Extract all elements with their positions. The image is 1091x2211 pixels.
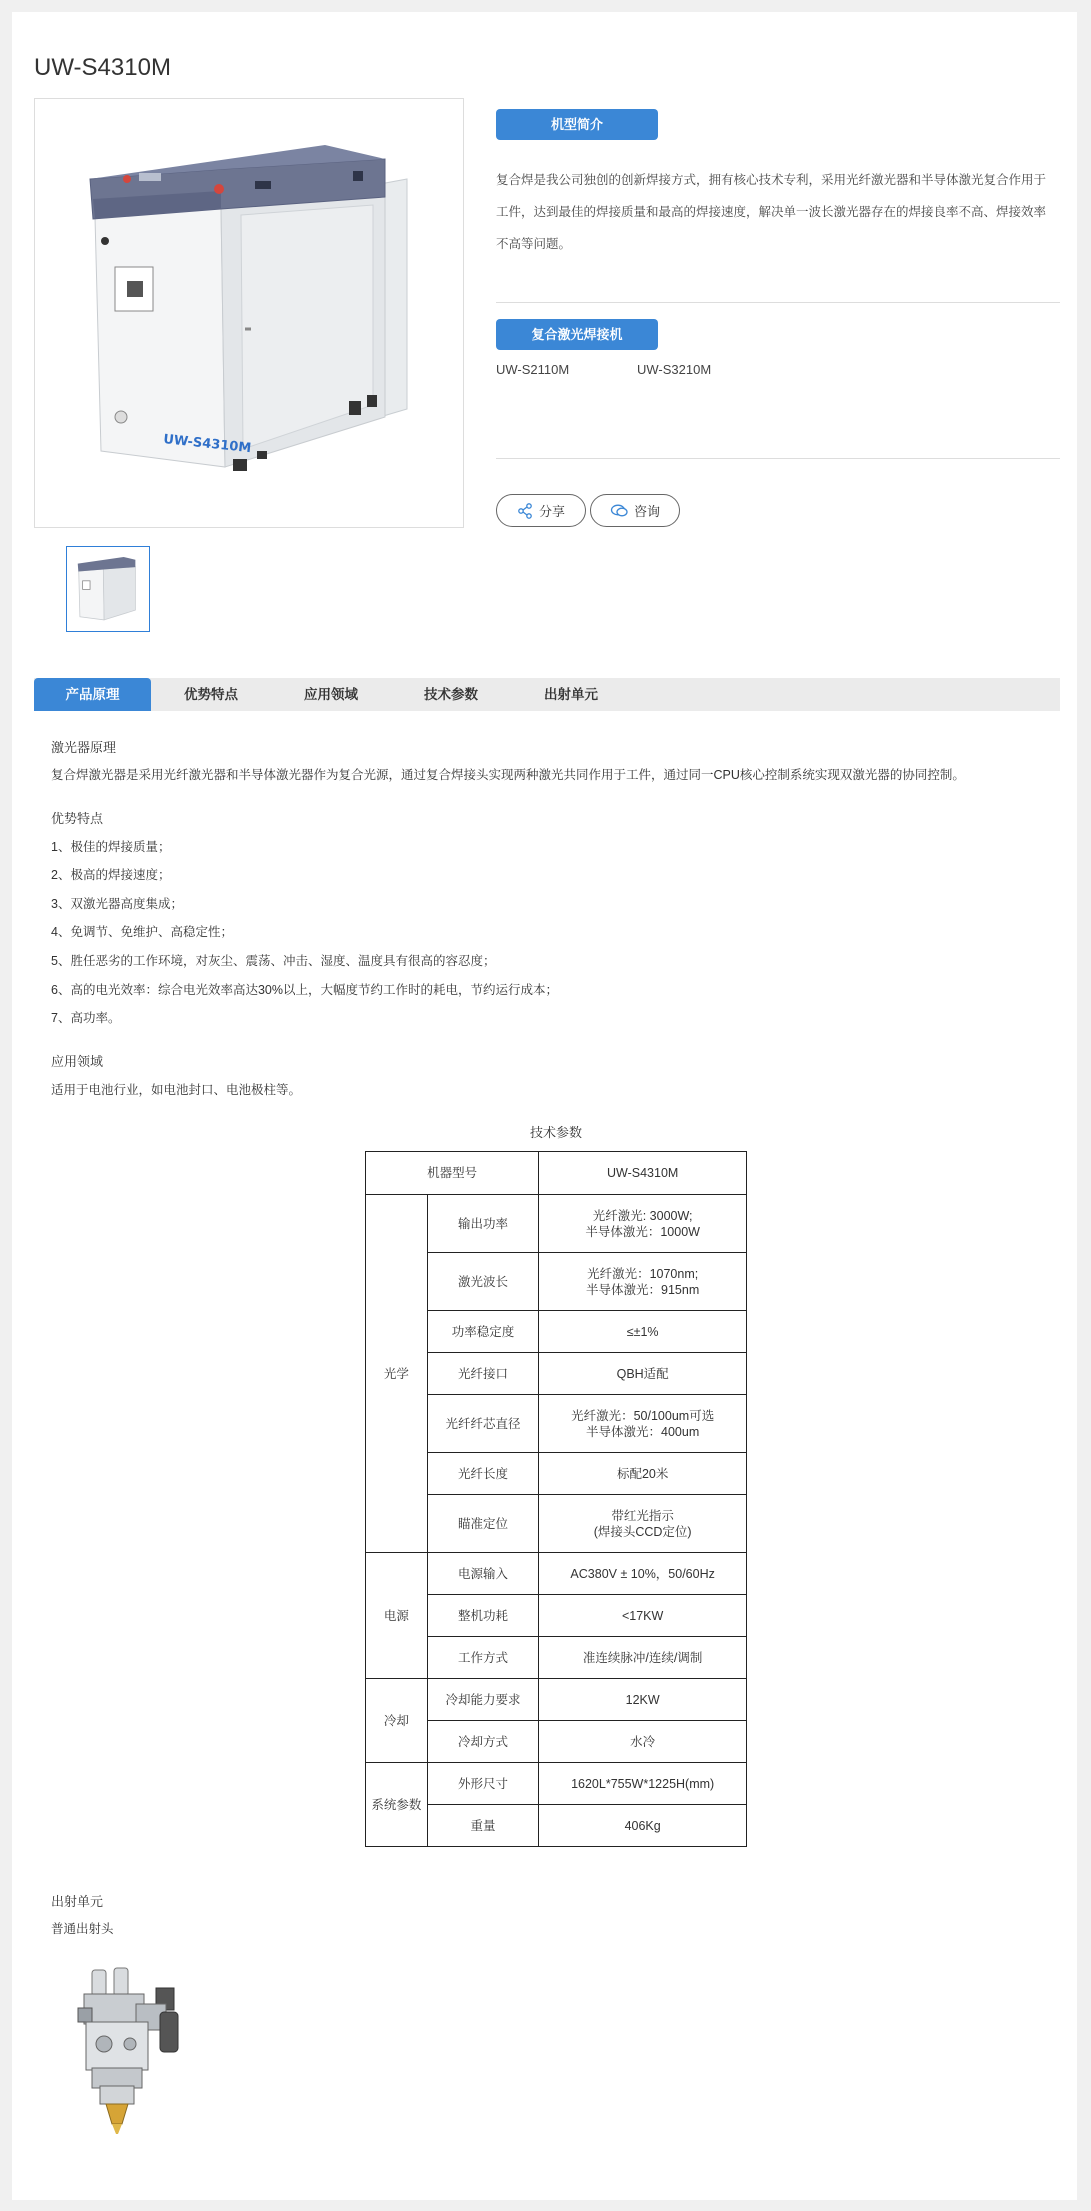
table-row <box>366 1553 747 1595</box>
spec-label: 整机功耗 <box>427 1595 539 1637</box>
tab-advantages[interactable]: 优势特点 <box>184 687 238 702</box>
tab-emission-unit[interactable]: 出射单元 <box>544 687 598 702</box>
spec-label: 激光波长 <box>427 1253 539 1311</box>
related-model-link[interactable]: UW-S3210M <box>637 362 712 377</box>
spec-label: 外形尺寸 <box>427 1763 539 1805</box>
spec-group-name: 电源 <box>366 1553 428 1679</box>
application-text: 适用于电池行业，如电池封口、电池极柱等。 <box>51 1083 302 1097</box>
spec-value: ≤±1% <box>539 1311 747 1353</box>
spec-group-name: 冷却 <box>366 1679 428 1763</box>
tab-principle[interactable]: 产品原理 <box>34 678 151 711</box>
spec-value: AC380V ± 10%，50/60Hz <box>539 1553 747 1595</box>
table-row <box>366 1763 747 1805</box>
principle-heading: 激光器原理 <box>51 740 117 755</box>
spec-value: 光纤激光：50/100um可选 半导体激光：400um <box>539 1395 747 1453</box>
intro-badge: 机型简介 <box>496 109 658 140</box>
spec-value: 1620L*755W*1225H(mm) <box>539 1763 747 1805</box>
spec-label: 光纤纤芯直径 <box>427 1395 539 1453</box>
spec-label: 电源输入 <box>427 1553 539 1595</box>
table-row <box>366 1679 747 1721</box>
spec-value: 准连续脉冲/连续/调制 <box>539 1637 747 1679</box>
spec-caption: 技术参数 <box>529 1125 582 1140</box>
advantage-item: 1、极佳的焊接质量； <box>51 840 171 854</box>
spec-label: 光纤接口 <box>427 1353 539 1395</box>
table-row <box>366 1152 747 1195</box>
emission-subheading: 普通出射头 <box>51 1922 114 1936</box>
spec-value: 标配20米 <box>539 1453 747 1495</box>
principle-text: 复合焊激光器是采用光纤激光器和半导体激光器作为复合光源，通过复合焊接头实现两种激光共同作用于工件，通过同一CPU核心控制系统实现双激光器的协同控制。 <box>51 768 965 782</box>
spec-label: 冷却能力要求 <box>427 1679 539 1721</box>
advantage-item: 6、高的电光效率：综合电光效率高达30%以上，大幅度节约工作时的耗电，节约运行成本； <box>51 983 558 997</box>
share-button[interactable] <box>496 494 586 527</box>
spec-value: 12KW <box>539 1679 747 1721</box>
advantage-item: 4、免调节、免维护、高稳定性； <box>51 925 233 939</box>
chat-icon <box>610 503 628 519</box>
spec-label: 工作方式 <box>427 1637 539 1679</box>
spec-value: 光纤激光：1070nm; 半导体激光：915nm <box>539 1253 747 1311</box>
emission-heading: 出射单元 <box>51 1894 104 1909</box>
product-title: UW-S4310M <box>34 54 171 81</box>
spec-label: 光纤长度 <box>427 1453 539 1495</box>
thumbnail-image[interactable] <box>66 546 150 632</box>
divider <box>496 302 1060 303</box>
spec-value: 水冷 <box>539 1721 747 1763</box>
advantage-item: 5、胜任恶劣的工作环境，对灰尘、震荡、冲击、湿度、温度具有很高的容忍度； <box>51 954 496 968</box>
advantages-heading: 优势特点 <box>51 811 104 826</box>
laser-welder-machine-image <box>35 99 464 528</box>
related-series-badge: 复合激光焊接机 <box>496 319 658 350</box>
thumbnail-machine-icon <box>67 547 150 632</box>
advantage-item: 2、极高的焊接速度； <box>51 868 171 882</box>
spec-value: 光纤激光: 3000W; 半导体激光：1000W <box>539 1195 747 1253</box>
spec-model-label: 机器型号 <box>366 1152 539 1195</box>
machine-model-label: UW-S4310M <box>162 432 252 457</box>
spec-model-value: UW-S4310M <box>539 1152 747 1195</box>
spec-label: 功率稳定度 <box>427 1311 539 1353</box>
application-heading: 应用领域 <box>51 1054 104 1069</box>
spec-value: 带红光指示 (焊接头CCD定位) <box>539 1495 747 1553</box>
related-model-link[interactable]: UW-S2110M <box>496 362 570 377</box>
spec-value: 406Kg <box>539 1805 747 1847</box>
spec-table <box>365 1151 747 1847</box>
consult-button[interactable] <box>590 494 680 527</box>
consult-label: 咨询 <box>633 504 660 519</box>
intro-text: 复合焊是我公司独创的创新焊接方式，拥有核心技术专利，采用光纤激光器和半导体激光复合作用于工件，达到最佳的焊接质量和最高的焊接速度，解决单一波长激光器存在的焊接良率不高、焊接效率不高等问题。 <box>496 173 1047 251</box>
tab-specifications[interactable]: 技术参数 <box>424 687 478 702</box>
share-icon <box>517 503 533 519</box>
tab-application[interactable]: 应用领域 <box>304 687 358 702</box>
welding-head-image <box>74 1964 186 2136</box>
spec-label: 瞄准定位 <box>427 1495 539 1553</box>
spec-value: <17KW <box>539 1595 747 1637</box>
main-product-image[interactable] <box>34 98 464 528</box>
advantage-item: 7、高功率。 <box>51 1011 121 1025</box>
spec-label: 重量 <box>427 1805 539 1847</box>
share-label: 分享 <box>538 504 565 519</box>
table-row <box>366 1195 747 1253</box>
spec-group-name: 系统参数 <box>366 1763 428 1847</box>
spec-label: 输出功率 <box>427 1195 539 1253</box>
spec-value: QBH适配 <box>539 1353 747 1395</box>
advantage-item: 3、双激光器高度集成； <box>51 897 183 911</box>
product-tabs <box>34 678 1060 711</box>
spec-group-name: 光学 <box>366 1195 428 1553</box>
spec-label: 冷却方式 <box>427 1721 539 1763</box>
divider <box>496 458 1060 459</box>
